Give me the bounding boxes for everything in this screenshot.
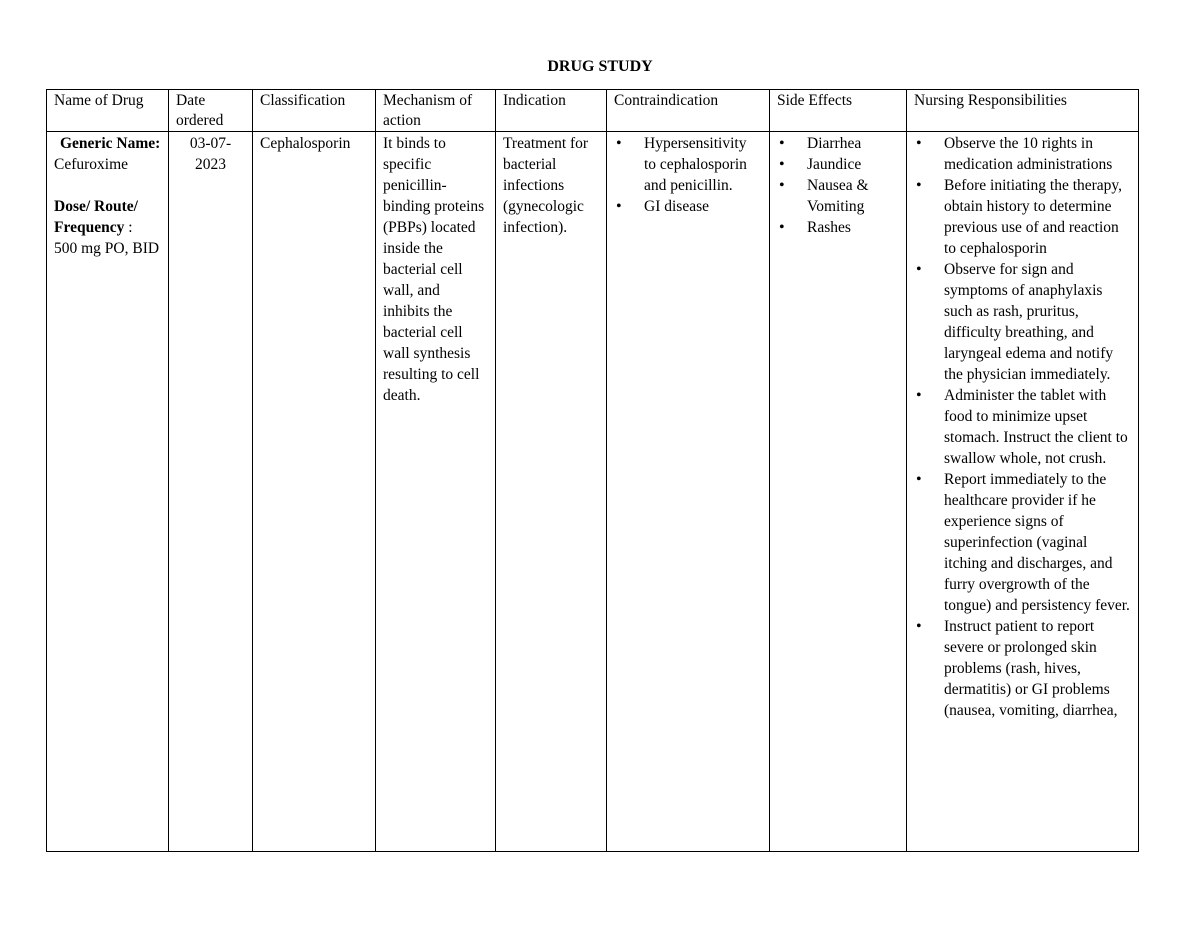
list-item: • Administer the tablet with food to minimize upset stomach. Instruct the client to swallow whole, not crush.: [914, 385, 1131, 469]
dose-separator: :: [124, 219, 133, 236]
list-item: • Jaundice: [777, 154, 899, 175]
list-item: • Instruct patient to report severe or prolonged skin problems (rash, hives, dermatitis) or GI problems (nausea, vomiting, diarrhea,: [914, 616, 1131, 721]
dose-label: Dose/ Route/ Frequency: [54, 198, 138, 236]
contraindication-list: [614, 133, 762, 217]
side-effects-list: [777, 133, 899, 238]
date-ordered-value: 03-07-2023: [189, 135, 232, 173]
cell-name-of-drug: [47, 132, 169, 852]
header-name-of-drug: Name of Drug: [47, 90, 169, 132]
header-side-effects: Side Effects: [770, 90, 907, 132]
generic-name-value: Cefuroxime: [54, 156, 129, 173]
cell-nursing-responsibilities: [907, 132, 1139, 852]
list-item: • Diarrhea: [777, 133, 899, 154]
list-item: • Rashes: [777, 217, 899, 238]
nursing-list: [914, 133, 1131, 721]
indication-text: Treatment for bacterial infections (gynecologic infection).: [503, 135, 589, 236]
page-title: DRUG STUDY: [547, 58, 653, 75]
classification-value: Cephalosporin: [260, 135, 351, 152]
generic-name-label: Generic Name:: [60, 135, 161, 152]
list-item: • Before initiating the therapy, obtain history to determine previous use of and reaction to cephalosporin: [914, 175, 1131, 259]
header-mechanism: Mechanism of action: [376, 90, 496, 132]
table-row: [47, 132, 1139, 852]
cell-classification: [253, 132, 376, 852]
header-contraindication: Contraindication: [607, 90, 770, 132]
list-item: • Nausea & Vomiting: [777, 175, 899, 217]
dose-value: 500 mg PO, BID: [54, 240, 160, 257]
list-item: • Observe for sign and symptoms of anaphylaxis such as rash, pruritus, difficulty breathing, and laryngeal edema and notify the physician immediately.: [914, 259, 1131, 385]
drug-study-table: [46, 89, 1139, 852]
cell-contraindication: [607, 132, 770, 852]
cell-indication: [496, 132, 607, 852]
dose-line: [54, 196, 161, 238]
header-indication: Indication: [496, 90, 607, 132]
header-nursing-responsibilities: Nursing Responsibilities: [907, 90, 1139, 132]
header-classification: Classification: [253, 90, 376, 132]
mechanism-text: It binds to specific penicillin-binding proteins (PBPs) located inside the bacterial cell wall, and inhibits the bacterial cell wall synthesis resulting to cell death.: [383, 135, 485, 404]
header-date-ordered: Date ordered: [169, 90, 253, 132]
list-item: • Observe the 10 rights in medication administrations: [914, 133, 1131, 175]
cell-side-effects: [770, 132, 907, 852]
cell-mechanism: [376, 132, 496, 852]
cell-date-ordered: [169, 132, 253, 852]
list-item: • Hypersensitivity to cephalosporin and penicillin.: [614, 133, 762, 196]
list-item: • Report immediately to the healthcare provider if he experience signs of superinfection (vaginal itching and discharges, and furry overgrowth of the tongue) and persistency fever.: [914, 469, 1131, 616]
list-item: • GI disease: [614, 196, 762, 217]
header-row: [47, 90, 1139, 132]
